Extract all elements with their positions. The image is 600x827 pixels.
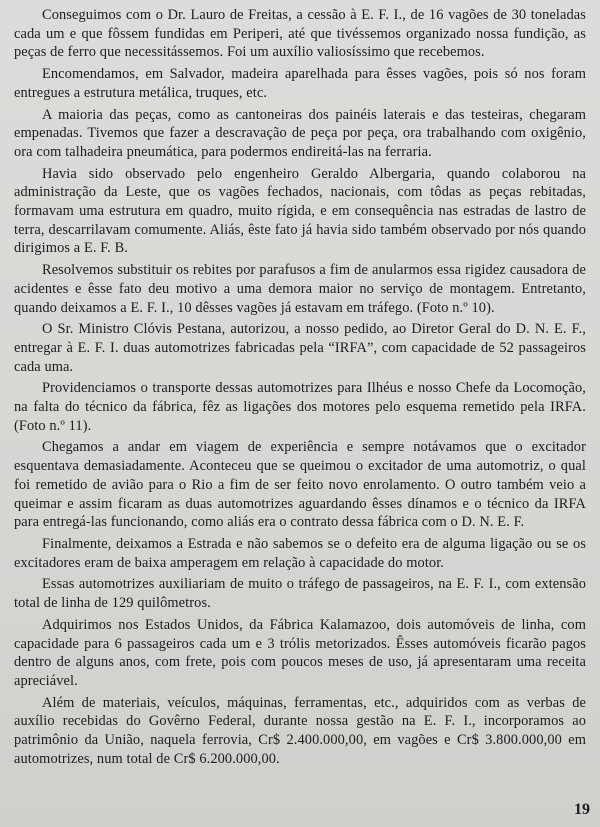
- body-text: [14, 6, 586, 771]
- paragraph-7: Providenciamos o transporte dessas automotrizes para Ilhéus e nosso Chefe da Locomoção, na falta do técnico da fábrica, fêz as ligações dos motores pelo esquema remetido pela IRFA. (Foto n.º 11).: [14, 380, 586, 434]
- paragraph-12: Além de materiais, veículos, máquinas, ferramentas, etc., adquiridos com as verbas de auxílio recebidas do Govêrno Federal, durante nossa gestão na E. F. I., incorporamos ao patrimônio da União, naquela ferrovia, Cr$ 2.400.000,00, em vagões e Cr$ 3.800.000,00 em automotrizes, num total de Cr$ 6.200.000,00.: [14, 694, 586, 767]
- paragraph-10: Essas automotrizes auxiliariam de muito o tráfego de passageiros, na E. F. I., com extensão total de linha de 129 quilômetros.: [14, 576, 586, 612]
- paragraph-1: Conseguimos com o Dr. Lauro de Freitas, a cessão à E. F. I., de 16 vagões de 30 toneladas cada um e que fôssem fundidas em Periperi, até que tivéssemos organizado nossa fundição, as peças de ferro que necessitássemos. Foi um auxílio valiosíssimo que recebemos.: [14, 7, 586, 61]
- paragraph-11: Adquirimos nos Estados Unidos, da Fábrica Kalamazoo, dois automóveis de linha, com capacidade para 6 passageiros cada um e 3 trólis metorizados. Êsses automóveis ficarão pagos dentro de alguns anos, com frete, pois com poucos meses de uso, já apresentaram uma receita apreciável.: [14, 616, 586, 689]
- paragraph-3: A maioria das peças, como as cantoneiras dos painéis laterais e das testeiras, chegaram empenadas. Tivemos que fazer a descravação de peça por peça, ora trabalhando com oxigênio, ora com talhadeira pneumática, para podermos endireitá-las na ferraria.: [14, 106, 586, 160]
- paragraph-4: Havia sido observado pelo engenheiro Geraldo Albergaria, quando colaborou na administração da Leste, que os vagões fechados, nacionais, com tôdas as peças rebitadas, formavam uma estrutura em quadro, muito rígida, e em consequência nas estradas de lastro de terra, descarrilavam comumente. Aliás, êste fato já havia sido também observado por nós quando dirigimos a E. F. B.: [14, 165, 586, 257]
- paragraph-8: Chegamos a andar em viagem de experiência e sempre notávamos que o excitador esquentava demasiadamente. Aconteceu que se queimou o excitador de uma automotriz, o qual foi remetido de avião para o Rio a fim de ser feito novo enrolamento. O outro também veio a queimar e assim ficaram as duas automotrizes aguardando êsses dínamos e o técnico da IRFA para entregá-las funcionando, como aliás era o contrato dessa fábrica com o D. N. E. F.: [14, 439, 586, 531]
- paragraph-2: Encomendamos, em Salvador, madeira aparelhada para êsses vagões, pois só nos foram entregues a estrutura metálica, truques, etc.: [14, 66, 586, 101]
- paragraph-5: Resolvemos substituir os rebites por parafusos a fim de anularmos essa rigidez causadora de acidentes e êsse fato deu motivo a uma demora maior no serviço de montagem. Entretanto, quando deixamos a E. F. I., 10 dêsses vagões já estavam em tráfego. (Foto n.º 10).: [14, 262, 586, 316]
- paragraph-6: O Sr. Ministro Clóvis Pestana, autorizou, a nosso pedido, ao Diretor Geral do D. N. E. F., entregar à E. F. I. duas automotrizes fabricadas pela “IRFA”, com capacidade de 52 passageiros cada uma.: [14, 321, 586, 375]
- page-number: 19: [574, 801, 590, 818]
- paragraph-9: Finalmente, deixamos a Estrada e não sabemos se o defeito era de alguma ligação ou se os excitadores eram de baixa amperagem em relação à capacidade do motor.: [14, 535, 586, 571]
